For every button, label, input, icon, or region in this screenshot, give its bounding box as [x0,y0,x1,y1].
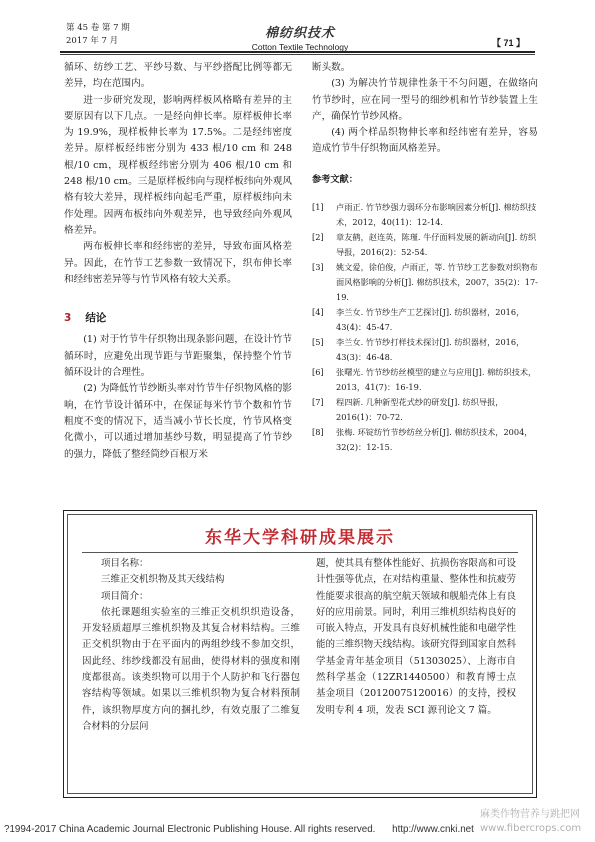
reference-text: 张梅. 环锭纺竹节纱纺丝分析[J]. 棉纺织技术，2004，32(2)：12-15. [336,427,533,453]
header-rule [60,51,535,53]
header-issue-info [66,22,130,48]
journal-title-en: Cotton Textile Technology [251,42,349,52]
reference-item [312,335,538,365]
reference-number: [5] [312,337,324,348]
paragraph: (3) 为解决竹节规律性条干不匀问题，在做络向竹节纱时，应在同一型号的细纱机和竹节纱装置上生产，确保竹节纱风格。 [312,78,538,122]
paragraph: 循环、纺纱工艺、平纱号数、与平纱搭配比例等都无差异，均在范围内。 [64,62,292,90]
section-heading [64,310,292,326]
showcase-title-rule [82,552,518,553]
header-rule-thin [60,54,535,55]
project-intro-label: 项目简介： [101,590,149,602]
copyright-footer [4,824,474,835]
reference-item [312,305,538,335]
showcase-left-column [82,556,300,735]
paragraph: (1) 对于竹节牛仔织物出现条影问题，在设计竹节循环时，应避免出现节距与节距聚集，保持整个竹节循环设计的合理性。 [64,334,292,379]
footer-url[interactable]: http://www.cnki.net [392,824,474,835]
reference-text: 张曙光. 竹节纱纺丝模型的建立与应用[J]. 棉纺织技术，2013，41(7)：16-19. [336,367,537,393]
watermark-url: www.fibercrops.com [480,823,582,834]
paragraph: (4) 两个样品织物伸长率和经纬密有差异，容易造成竹节牛仔织物面风格差异。 [312,127,538,155]
showcase-title: 东华大学科研成果展示 [205,528,395,548]
right-column [312,60,538,455]
reference-item [312,365,538,395]
project-name-label: 项目名称： [101,558,149,569]
reference-number: [6] [312,367,324,378]
site-watermark [480,808,581,836]
showcase-box [63,510,537,798]
reference-number: [1] [312,202,324,213]
reference-number: [2] [312,232,324,243]
paragraph: (2) 为降低竹节纱断头率对竹节牛仔织物风格的影响，在竹节设计循环中，在保证每米竹节个数和竹节粗度不变的情况下，适当减小节长长度，竹节风格变化微小，可以通过增加基纱号数，明显提高了竹节纱的强力，降低了整经筒纱百根万米 [64,383,292,460]
reference-number: [8] [312,427,324,438]
journal-title-cn: 棉纺织技术 [264,26,335,41]
project-name: 三维正交机织物及其天线结构 [101,574,225,586]
page-number: 【 71 】 [492,38,526,48]
reference-item [312,395,538,425]
references-title: 参考文献： [312,173,358,185]
journal-title [230,22,370,52]
section-title: 结论 [85,312,107,325]
references-list [312,200,538,455]
project-intro-text: 依托课题组实验室的三维正交机织织造设备，开发轻质超厚三维机织物及其复合材料结构。三维正交机织物由于在平面内的两组纱线不参加交织，因此经、纬纱线都没有屈曲，使得材料的强度和刚度都很高。该类织物可以用于个人防护和飞行器包容结构等领域。如果以三维机织物为复合材料预制件，该织物厚度方向的捆扎纱，有效克服了二维复合材料的分层问 [82,606,300,732]
reference-text: 李兰女. 竹节纱生产工艺探讨[J]. 纺织器材，2016，43(4)：45-47. [336,307,525,333]
paragraph: 断头数。 [312,62,351,73]
watermark-cn: 麻类作物营养与跳把网 [480,809,580,820]
reference-item [312,260,538,305]
paragraph: 进一步研究发现，影响两样板风格略有差异的主要原因有以下几点。一是经向伸长率。原样板伸长率为 19.9%，现样板伸长率为 17.5%。二是经纬密度差异。原样板经纬密分别为 433 根/10 cm 和 248 根/10 cm，现样板经纬密分别为 406 根/10 cm 和 248 根/10 cm。三是原样板纬向与现样板纬向外观风格有较大差异，现样板纬向起毛严重，原样板纬向未作处理。因两布板纬向外观差异，也导致经向外观风格差异。 [64,94,292,236]
copyright-text: ?1994-2017 China Academic Journal Electronic Publishing House. All rights reserved. [4,824,376,835]
reference-item [312,230,538,260]
reference-text: 李兰女. 竹节纱打样技术探讨[J]. 纺织器材，2016，43(3)：46-48. [336,337,525,363]
showcase-right-column [316,556,516,719]
paragraph: 两布板伸长率和经纬密的差异，导致布面风格差异。因此，在竹节工艺参数一致情况下，织布伸长率和经纬密差异等与竹节风格有较大关系。 [64,241,292,285]
reference-item [312,425,538,455]
volume-issue: 第 45 卷 第 7 期 [66,23,130,33]
reference-text: 程四新. 几种新型花式纱的研发[J]. 纺织导报，2016(1)：70-72. [336,397,504,423]
reference-text: 章友鹤，赵连英，陈瑾. 牛仔面料发展的新动向[J]. 纺织导报，2016(2)：52-54. [336,232,537,258]
reference-item [312,200,538,230]
reference-text: 姚文爱，徐伯俊，卢雨正，等. 竹节纱工艺参数对织物布面风格影响的分析[J]. 棉纺织技术，2007，35(2)：17-19. [336,262,538,303]
left-column [64,60,292,463]
section-number: 3 [64,312,72,325]
issue-date: 2017 年 7 月 [66,36,119,46]
reference-number: [3] [312,262,324,273]
project-intro-text-continued: 题，使其具有整体性能好、抗损伤容限高和可设计性强等优点，在对结构重量、整体性和抗疲劳性能要求很高的航空航天领域和舰船壳体上有良好的应用前景。同时，利用三维机织结构良好的可嵌入特点，开发具有良好机械性能和电磁学性能的三维织物天线结构。该研究得到国家自然科学基金青年基金项目（51303025）、上海市自然科学基金（12ZR1440500）和教育博士点基金项目（20120075120016）的支持，授权发明专利 4 项，发表 SCI 源刊论文 7 篇。 [316,558,516,716]
reference-text: 卢雨正. 竹节纱强力弱环分布影响因素分析[J]. 棉纺织技术，2012，40(11)：12-14. [336,202,537,228]
reference-number: [7] [312,397,324,408]
reference-number: [4] [312,307,324,318]
